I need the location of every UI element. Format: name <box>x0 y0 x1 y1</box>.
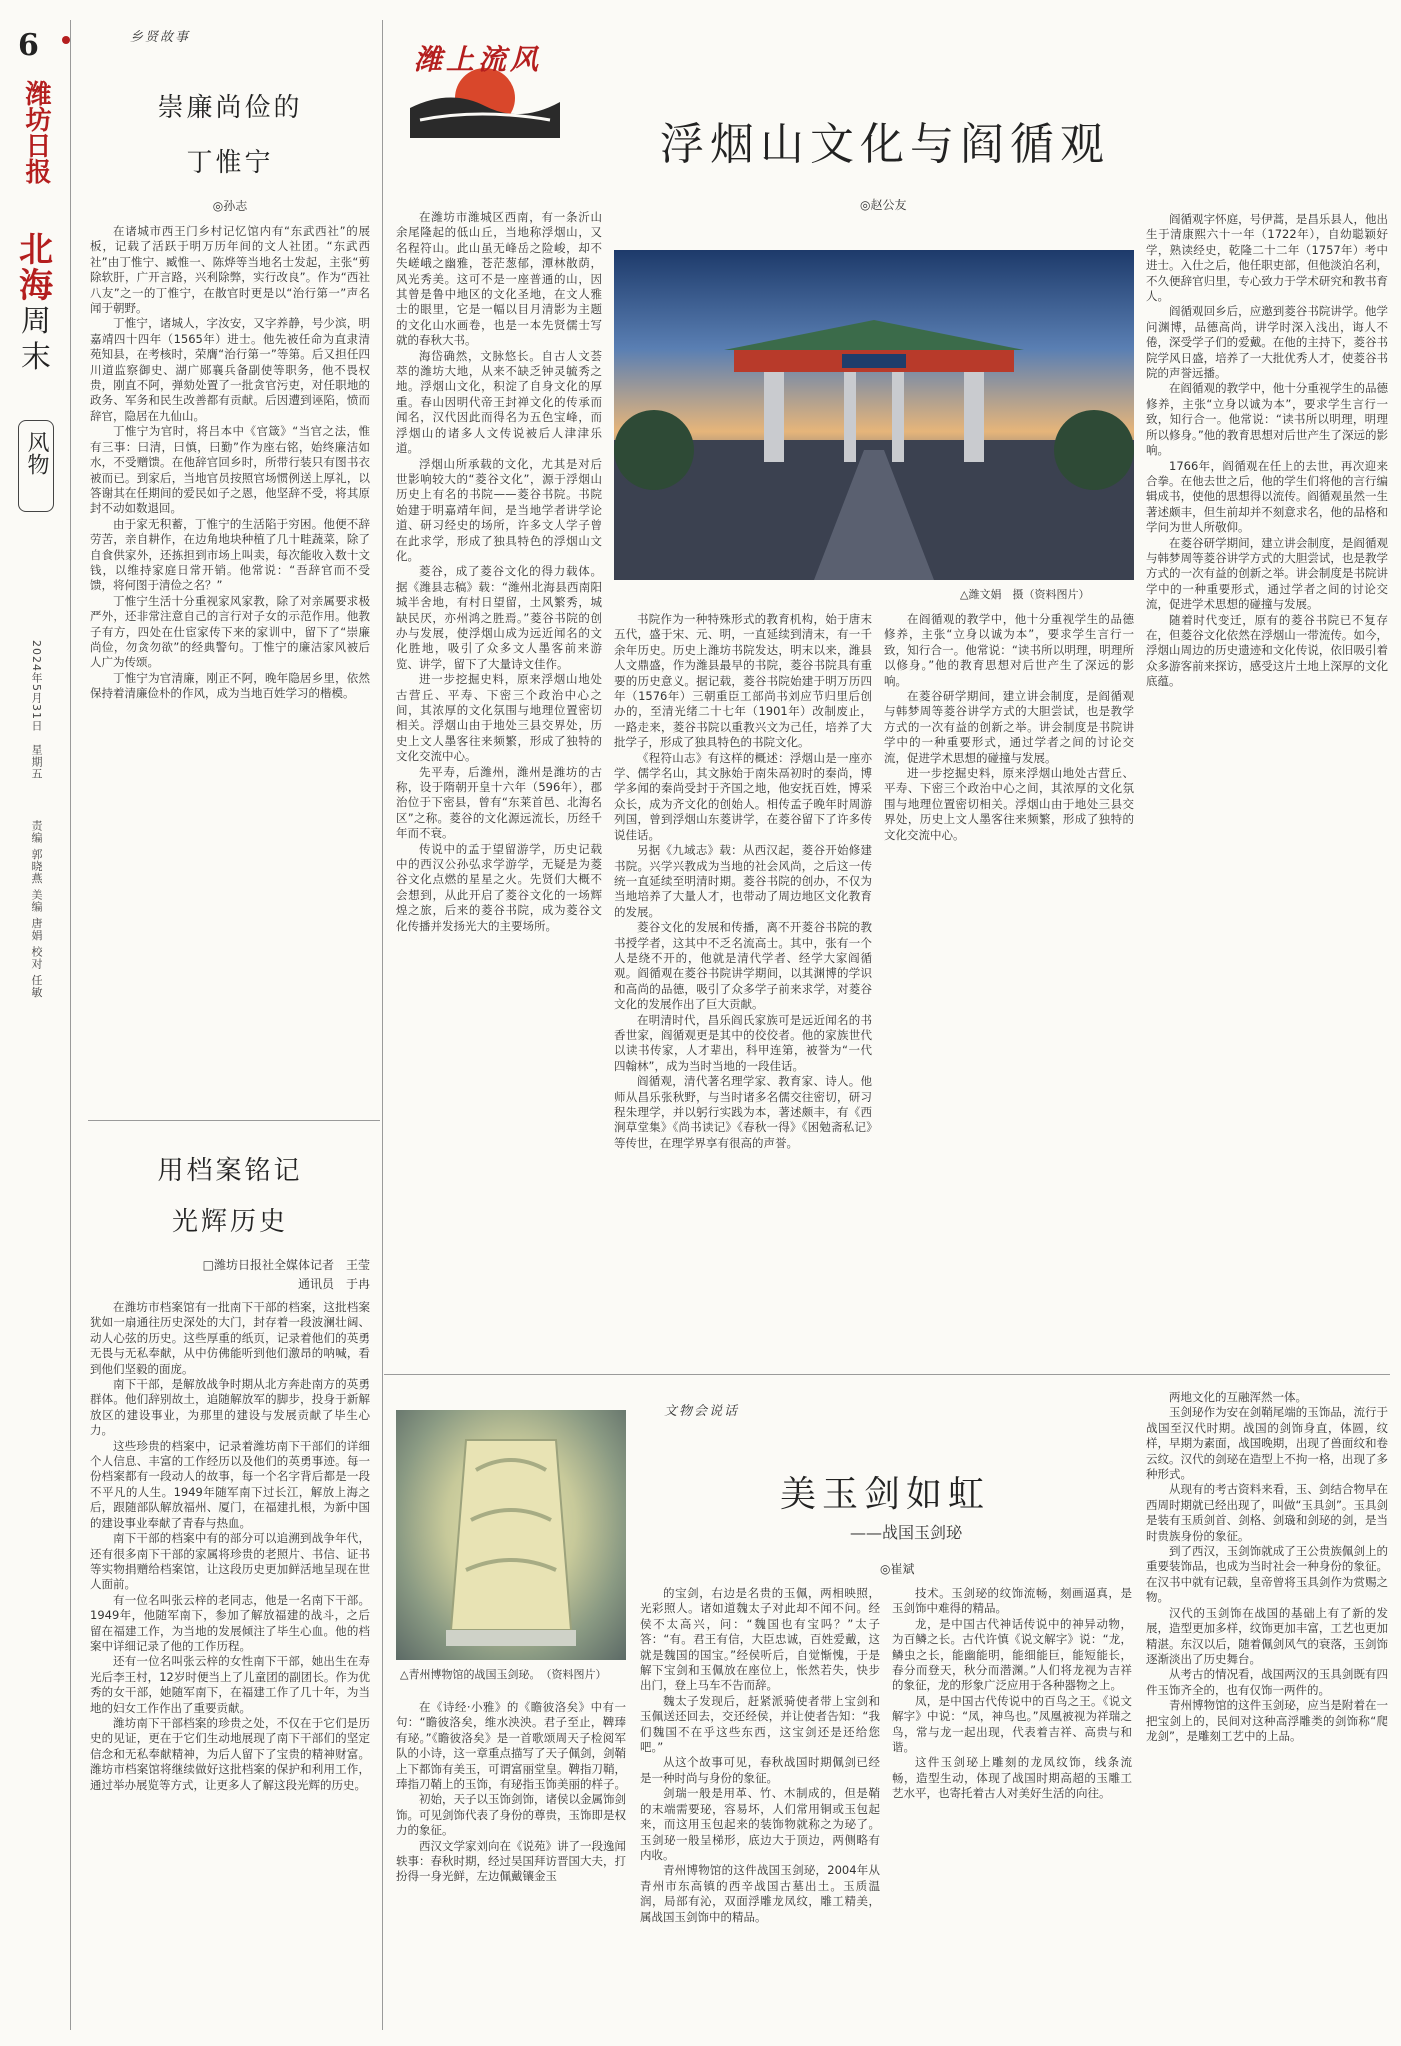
paper-name <box>16 80 56 190</box>
art3-col-right <box>1146 212 1388 1362</box>
paragraph: 在菱谷研学期间，建立讲会制度，是阎循观与韩梦周等菱谷讲学方式的大胆尝试，也是教学方式的一次有益的创新之举。讲会制度是书院讲学中的一种重要形式，通过学者之间的讨论交流，促进学术思想的碰撞与发展。 <box>884 689 1134 765</box>
article-divider <box>384 1374 1390 1375</box>
paragraph: 随着时代变迁，原有的菱谷书院已不复存在，但菱谷文化依然在浮烟山一带流传。如今，浮烟山周边的历史遗迹和文化传说，依旧吸引着众多游客前来探访，感受这片土地上深厚的文化底蕴。 <box>1146 612 1388 689</box>
art3-photo-caption: △潍文娟 摄（资料图片） <box>960 588 1090 601</box>
paragraph: 在阎循观的教学中，他十分重视学生的品德修养，主张“立身以诚为本”，要求学生言行一致，知行合一。他常说：“读书所以明理，明理所以修身。”他的教育思想对后世产生了深远的影响。 <box>1146 381 1388 458</box>
paragraph: 阎循观，清代著名理学家、教育家、诗人。他师从昌乐张秋野，与当时诸多名儒交往密切，研习程朱理学，并以躬行实践为本，著述颇丰，有《西涧草堂集》《尚书读记》《春秋一得》《困勉斋私记》等传世，在理学界享有很高的声誉。 <box>614 1074 872 1150</box>
paragraph: 在潍坊市档案馆有一批南下干部的档案，这批档案犹如一扇通往历史深处的大门，封存着一段波澜壮阔、动人心弦的历史。这些厚重的纸页，记录着他们的英勇无畏与无私奉献，从中仿佛能听到他们激昂的呐喊，看到他们坚毅的面庞。 <box>90 1300 370 1376</box>
paragraph: 潍坊南下干部档案的珍贵之处，不仅在于它们是历史的见证，更在于它们生动地展现了南下干部们的坚定信念和无私奉献精神，为后人留下了宝贵的精神财富。潍坊市档案馆将继续做好这批档案的保护和利用工作，通过举办展览等方式，让更多人了解这段光辉的历史。 <box>90 1715 370 1792</box>
paragraph: 在阎循观的教学中，他十分重视学生的品德修养，主张“立身以诚为本”，要求学生言行一致，知行合一。他常说：“读书所以明理，明理所以修身。”他的教育思想对后世产生了深远的影响。 <box>884 612 1134 688</box>
column-tag-wenwu: 文物会说话 <box>664 1404 740 1419</box>
issue-date: 2024年5月31日 星期五 <box>30 640 43 780</box>
paragraph: 由于家无积蓄，丁惟宁的生活陷于穷困。他便不辞劳苦，亲自耕作，在边角地块种植了几十畦蔬菜，除了自食供家外，还拣担到市场上叫卖，每次能收入数十文钱，以维持家庭日常开销。他常说：“吾辞官而不受馈，将何图于清俭之名？” <box>90 516 370 593</box>
art3-byline: ◎赵公友 <box>860 198 907 212</box>
paragraph: 在菱谷研学期间，建立讲会制度，是阎循观与韩梦周等菱谷讲学方式的大胆尝试，也是教学方式的一次有益的创新之举。讲会制度是书院讲学中的一种重要形式，通过学者之间的讨论交流，促进学术思想的碰撞与发展。 <box>1146 535 1388 612</box>
masthead-divider <box>70 20 71 2030</box>
paragraph: 传说中的孟于望留游学，历史记载中的西汉公孙弘求学游学，无疑是为菱谷文化点燃的星星之火。先贤们大概不会想到，从此开启了菱谷文化的一场辉煌之旅，后来的菱谷书院，成为菱谷文化传播并发扬光大的主要场所。 <box>396 841 602 933</box>
paragraph: 凤，是中国古代传说中的百鸟之王。《说文解字》中说：“凤，神鸟也。”凤凰被视为祥瑞之鸟，常与龙一起出现，代表着吉祥、高贵与和谐。 <box>892 1693 1132 1755</box>
art4-title: 美玉剑如虹 <box>780 1474 991 1515</box>
paragraph: 初始，天子以玉饰剑饰，诸侯以金属饰剑饰。可见剑饰代表了身份的尊贵，玉饰即是权力的象征。 <box>396 1792 626 1838</box>
art2-title-line1: 用档案铭记 <box>157 1156 303 1186</box>
paragraph: 青州博物馆的这件战国玉剑珌，2004年从青州市东高镇的西辛战国古墓出土。玉质温润，局部有沁，双面浮雕龙凤纹，雕工精美，属战国玉剑饰中的精品。 <box>640 1863 880 1924</box>
article-chonglian <box>90 26 370 1164</box>
art3-col-mid <box>614 612 872 1362</box>
paragraph: 菱谷文化的发展和传播，离不开菱谷书院的教书授学者，这其中不乏名流高士。其中，张有一个人是绕不开的，他就是清代学者、经学大家阎循观。阎循观在菱谷书院讲学期间，以其渊博的学识和高尚的品德，吸引了众多学子前来求学，对菱谷文化的发展作出了巨大贡献。 <box>614 920 872 1012</box>
paragraph: 从考古的情况看，战国两汉的玉具剑既有四件玉饰齐全的，也有仅饰一两件的。 <box>1146 1667 1388 1697</box>
section-badge <box>18 420 54 512</box>
weekly-name <box>16 232 56 376</box>
art2-byline-correspondent: 通讯员 于冉 <box>297 1277 370 1291</box>
paragraph: 这件玉剑珌上雕刻的龙凤纹饰，线条流畅，造型生动，体现了战国时期高超的玉雕工艺水平，也寄托着古人对美好生活的向往。 <box>892 1755 1132 1801</box>
art3-col-left <box>396 210 602 1360</box>
article-divider <box>88 1120 380 1121</box>
paragraph: 阎循观回乡后，应邀到菱谷书院讲学。他学问渊博，品德高尚，讲学时深入浅出，诲人不倦，深受学子们的爱戴。在他的主持下，菱谷书院学风日盛，培养了一大批优秀人才，使菱谷书院的声誉远播。 <box>1146 304 1388 381</box>
paragraph: 南下干部的档案中有的部分可以追溯到战争年代，还有很多南下干部的家属将珍贵的老照片、书信、证书等实物捐赠给档案馆，让这段历史更加鲜活地呈现在世人面前。 <box>90 1531 370 1592</box>
paragraph: 龙，是中国古代神话传说中的神异动物，为百鳞之长。古代许慎《说文解字》说：“龙，鳞虫之长，能幽能明，能细能巨，能短能长，春分而登天，秋分而潜渊。”人们将龙视为吉祥的象征，龙的形象广泛应用于各种器物之上。 <box>892 1616 1132 1693</box>
paragraph: 青州博物馆的这件玉剑珌，应当是附着在一把宝剑上的，民间对这种高浮雕类的剑饰称“爬龙剑”，是雕刻工艺中的上品。 <box>1146 1698 1388 1743</box>
decor-dot <box>62 36 70 44</box>
art4-byline: ◎崔斌 <box>880 1562 915 1576</box>
paragraph: 汉代的玉剑饰在战国的基础上有了新的发展，造型更加多样，纹饰更加丰富，工艺也更加精湛。东汉以后，随着佩剑风气的衰落，玉剑饰逐渐淡出了历史舞台。 <box>1146 1605 1388 1666</box>
art4-col-3 <box>892 1586 1132 2030</box>
art1-title-line2: 丁惟宁 <box>186 148 274 178</box>
paragraph: 南下干部，是解放战争时期从北方奔赴南方的英勇群体。他们辞别故土，追随解放军的脚步，投身于新解放区的建设事业，为那里的建设与发展贡献了毕生心力。 <box>90 1377 370 1438</box>
art2-byline-reporter: □潍坊日报社全媒体记者 王莹 <box>202 1258 370 1272</box>
archway-photo <box>614 250 1134 580</box>
paragraph: 另据《九域志》载：从西汉起，菱谷开始修建书院。兴学兴教成为当地的社会风尚，之后这一传统一直延续至明清时期。菱谷书院的创办，不仅为当地培养了大量人才，也带动了周边地区文化教育的发展。 <box>614 843 872 919</box>
paragraph: 丁惟宁生活十分重视家风家教，除了对亲属要求极严外，还非常注意自己的言行对子女的示范作用。他教子有方，四处在仕宦家传下来的家训中，留下了“崇廉尚俭，勿贪勿欲”的经典警句。丁惟宁的廉洁家风被后人广为传颂。 <box>90 593 370 670</box>
paragraph: 菱谷，成了菱谷文化的得力载体。据《潍县志稿》载：“潍州北海县西南阳城半舍地，有村日望留，土风繁秀，城缺民厌，亦州鸿之胜焉。”菱谷书院的创办与发展，使浮烟山成为远近闻名的文化胜地，吸引了众多文人墨客前来游览、讲学，留下了大量诗文佳作。 <box>396 564 602 671</box>
weekly-char-3: 周 <box>21 304 51 339</box>
paragraph: 在明清时代，昌乐阎氏家族可是远近闻名的书香世家，阎循观更是其中的佼佼者。他的家族世代以读书传家，人才辈出，科甲连第，被誉为“一代四翰林”，成为当时当地的一段佳话。 <box>614 1012 872 1073</box>
paragraph: 两地文化的互融浑然一体。 <box>1169 1390 1307 1404</box>
paragraph: 从这个故事可见，春秋战国时期佩剑已经是一种时尚与身份的象征。 <box>640 1755 880 1785</box>
art4-col-2 <box>640 1586 880 2030</box>
weekly-char-1: 北 <box>19 230 53 270</box>
art1-title-line1: 崇廉尚俭的 <box>157 93 303 123</box>
paragraph: 书院作为一种特殊形式的教育机构，始于唐末五代，盛于宋、元、明，一直延续到清末，有一千余年历史。历史上潍坊书院发达，明末以来，潍县人文鼎盛，作为潍县最早的书院，菱谷书院具有重要的历史意义。据记载，菱谷书院始建于明万历四年（1576年）三朝重臣工部尚书刘应节归里后创办的，至清光绪二十七年（1901年）改制废止，一路走来，菱谷书院以重教兴文为己任，培养了大批学子，形成了独具特色的书院文化。 <box>614 612 872 750</box>
jade-sword-photo <box>396 1410 626 1660</box>
paragraph: 丁惟宁，诸城人，字汝安，又字养静，号少滨，明嘉靖四十四年（1565年）进士。他先被任命为直隶清苑知县，在考核时，荣膺“治行第一”等第。后又担任四川道监察御史、湖广郧襄兵备副使等职务，他不畏权贵，刚直不阿，弹劾处置了一批贪官污吏，对任职地的政务、军务和民生改善都有贡献。后因遭到诬陷，愤而辞官，隐居在九仙山。 <box>90 316 370 423</box>
column-tag-xiangxian: 乡贤故事 <box>130 30 191 45</box>
paragraph: 《程符山志》有这样的概述：浮烟山是一座亦学、儒学名山，其文脉始于南朱鬲初时的秦尚，博学多闻的秦尚受封于齐国之地，他安抚百姓，博采众长，成为齐文化的创始人。相传孟子晚年时周游列国，曾到浮烟山东菱讲学，在菱谷留下了许多传说佳话。 <box>614 750 872 842</box>
jade-sword-chape-icon <box>396 1410 626 1660</box>
page-number: 6 <box>18 28 39 63</box>
weekly-char-4: 末 <box>21 340 51 375</box>
art2-body <box>90 1300 370 2030</box>
paragraph: 在潍坊市潍城区西南，有一条沂山余尾隆起的低山丘，当地称浮烟山，又名程符山。此山虽无峰岳之险峻，却不失嵯峨之幽雅，苍茫葱郁，潭林散荫，风光秀美。这可不是一座普通的山，因其曾是鲁中地区的文化圣地，在文人雅士的眼里，它是一幅以目月清影为主题的文化山水画卷，也是一本先贤儒士写就的春秋大书。 <box>396 210 602 348</box>
paragraph: 还有一位名叫张云梓的女性南下干部，她出生在寿光后李王村，12岁时便当上了儿童团的副团长。作为优秀的女干部，她随军南下，在福建工作了几十年，为当地的妇女工作作出了重要贡献。 <box>90 1654 370 1715</box>
paper-name-text: 潍坊日报 <box>21 80 51 184</box>
art4-subtitle: ——战国玉剑珌 <box>850 1523 963 1542</box>
paragraph: 丁惟宁为官清廉，刚正不阿，晚年隐居乡里，依然保持着清廉俭朴的作风，成为当地百姓学习的楷模。 <box>90 670 370 701</box>
column-divider <box>382 20 383 2030</box>
art3-title: 浮烟山文化与阎循观 <box>660 119 1110 170</box>
paragraph: 进一步挖掘史料，原来浮烟山地处古营丘、平寿、下密三个政治中心之间，其浓厚的文化氛围与地理位置密切相关。浮烟山由于地处三县交界处，历史上文人墨客往来频繁，形成了独特的文化交流中心。 <box>396 672 602 764</box>
art3-col-mid-right <box>884 612 1134 1362</box>
paragraph: 阎循观字怀庭，号伊蒿，是昌乐县人，他出生于清康熙六十一年（1722年），自幼聪颖好学，熟读经史，乾隆二十二年（1757年）考中进士。入仕之后，他任职吏部，但他淡泊名利，不久便辞官归里，专心致力于学术研究和教书育人。 <box>1146 212 1388 304</box>
paragraph: 的宝剑，右边是名贵的玉佩，两相映照，光彩照人。诸如道魏太子对此却不闻不问。经侯不太高兴，问：“魏国也有宝吗？”太子答：“有。君王有信，大臣忠诚，百姓爱戴，这就是魏国的国宝。”经侯听后，自觉惭愧，于是解下宝剑和玉佩放在座位上，怅然若失，快步出门，登上马车不告而辞。 <box>640 1586 880 1693</box>
art4-photo-caption: △青州博物馆的战国玉剑珌。 （资料图片） <box>400 1668 607 1681</box>
art1-body <box>90 224 370 1164</box>
section-name: 风物 <box>24 431 49 475</box>
paragraph: 玉剑珌作为安在剑鞘尾端的玉饰品，流行于战国至汉代时期。战国的剑饰身直，体圆，纹样，早期为素面，战国晚期，出现了兽面纹和卷云纹。汉代的剑珌在造型上不拘一格，出现了多种形式。 <box>1146 1405 1388 1482</box>
paragraph: 剑瑞一般是用革、竹、木制成的，但是鞘的末端需要珌，容易坏，人们常用铜或玉包起来，而这用玉包起来的装饰物就称之为珌了。玉剑珌一般呈梯形，底边大于顶边，两侧略有内收。 <box>640 1786 880 1862</box>
paragraph: 1766年，阎循观在任上的去世，再次迎来合拳。在他去世之后，他的学生们将他的言行编辑成书，使他的思想得以流传。阎循观虽然一生著述颇丰，但生前却并不刻意求名，他的品格和学问为世人所敬仰。 <box>1146 458 1388 535</box>
paragraph: 从现有的考古资料来看，玉、剑结合物早在西周时期就已经出现了，叫做“玉具剑”。玉具剑是装有玉质剑首、剑格、剑璏和剑珌的剑，是当时贵族身份的象征。 <box>1146 1482 1388 1543</box>
paragraph: 到了西汉，玉剑饰就成了王公贵族佩剑上的重要装饰品，也成为当时社会一种身份的象征。在汉书中就有记载，皇帝曾将玉具剑作为赏赐之物。 <box>1146 1544 1388 1605</box>
paragraph: 先平寿，后潍州，潍州是潍坊的古称，设于隋朝开皇十六年（596年），郡治位于下密县，曾有“东莱首邑、北海名区”之称。菱谷的文化源远流长，历经千年而不衰。 <box>396 764 602 841</box>
weekly-char-2: 海 <box>19 266 53 306</box>
column-tag-weishang: 潍上流风 <box>414 43 543 76</box>
paragraph: 浮烟山所承载的文化，尤其是对后世影响较大的“菱谷文化”，源于浮烟山历史上有名的书院——菱谷书院。书院始建于明嘉靖年间，是当地学者讲学论道、研习经史的场所，许多文人学子曾在此求学，形成了独具特色的浮烟山文化。 <box>396 456 602 563</box>
editor-credits: 责编 郭晓燕 美编 唐娟 校对 任敏 <box>30 820 43 999</box>
paragraph: 在《诗经·小雅》的《瞻彼洛矣》中有一句：“瞻彼洛矣，维水泱泱。君子至止，鞞琫有珌。”《瞻彼洛矣》是一首歌颂周天子检阅军队的小诗，这一章重点描写了天子佩剑，剑鞘上下都饰有美玉，可谓富丽堂皇。鞞指刀鞘，琫指刀鞘上的玉饰，有珌指玉饰美丽的样子。 <box>396 1700 626 1792</box>
paragraph: 海岱确然，文脉悠长。自古人文荟萃的潍坊大地，从来不缺乏钟灵毓秀之地。浮烟山文化，积淀了自身文化的厚重。春山因明代帝王封禅文化的传承而闻名，汉代因此而得名为五色宝峰，而浮烟山的诸多人文传说被后人津津乐道。 <box>396 348 602 456</box>
article-dangan <box>90 1150 370 2030</box>
paragraph: 进一步挖掘史料，原来浮烟山地处古营丘、平寿、下密三个政治中心之间，其浓厚的文化氛围与地理位置密切相关。浮烟山由于地处三县交界处，历史上文人墨客往来频繁，形成了独特的文化交流中心。 <box>884 766 1134 842</box>
paragraph: 丁惟宁为官时，将吕本中《官箴》“当官之法，惟有三事：曰清，曰慎，曰勤”作为座右铭，始终廉洁如水，不受赠馈。在他辞官回乡时，所带行装只有图书衣被而已。到家后，当地官员按照官场惯例送上厚礼，以答谢其在任期间的爱民如子之恩，他坚辞不受，将其原封不动如数退回。 <box>90 424 370 516</box>
art4-col-4 <box>1146 1390 1388 2030</box>
paragraph: 这些珍贵的档案中，记录着潍坊南下干部们的详细个人信息、丰富的工作经历以及他们的英勇事迹。每一份档案都有一段动人的故事，每一个名字背后都是一段不平凡的人生。1949年随军南下过长江，解放上海之后，跟随部队解放福州、厦门，在福建扎根，为新中国的建设事业奉献了青春与热血。 <box>90 1438 370 1530</box>
paragraph: 技术。玉剑珌的纹饰流畅，刻画逼真，是玉剑饰中难得的精品。 <box>892 1586 1132 1616</box>
paragraph: 在诸城市西王门乡村记忆馆内有“东武西社”的展板，记载了活跃于明万历年间的文人社团。“东武西社”由丁惟宁、臧惟一、陈烨等当地名士发起，主张“剪除软肝，广开言路，兴利除弊，实行改良”。作为“西社八友”之一的丁惟宁，在散官时更是以“治行第一”声名闻于朝野。 <box>90 224 370 316</box>
paragraph: 有一位名叫张云梓的老同志，他是一名南下干部。1949年，他随军南下，参加了解放福建的战斗，之后留在福建工作，为当地的发展倾注了毕生心血。他的档案中详细记录了他的工作历程。 <box>90 1592 370 1653</box>
art1-byline: ◎孙志 <box>212 199 248 213</box>
paragraph: 西汉文学家刘向在《说苑》讲了一段逸闻轶事：春秋时期，经过吴国拜访晋国大夫，打扮得一身光鲜，左边佩戴镶金玉 <box>396 1838 626 1884</box>
paragraph: 魏太子发现后，赶紧派骑使者带上宝剑和玉佩送还回去，交还经侯，并让使者告知：“我们魏国不在乎这些东西，这宝剑还是还给您吧。” <box>640 1693 880 1755</box>
art4-col-1 <box>396 1700 626 2030</box>
archway-illustration <box>614 250 1134 580</box>
art2-title-line2: 光辉历史 <box>171 1207 288 1237</box>
column-logo-weishang <box>400 28 570 138</box>
